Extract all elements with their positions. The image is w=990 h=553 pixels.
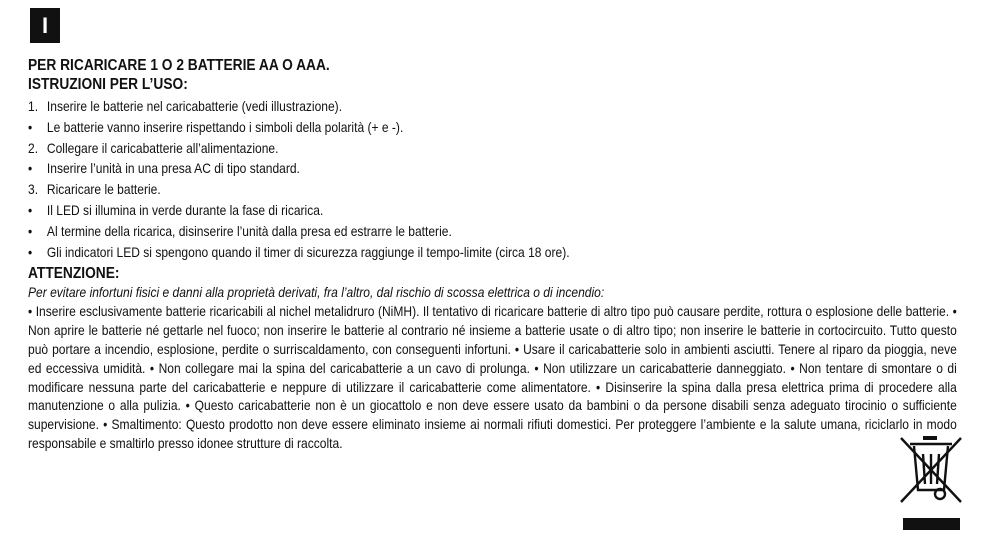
list-marker: • <box>28 243 33 260</box>
list-marker: 1. <box>28 98 39 114</box>
warning-body: • Inserire esclusivamente batterie ricaricabili al nichel metalidruro (NiMH). Il tentativo di ricaricare batterie di altro tipo può causare perdite, rottura o esplosione delle batterie. • Non aprire le batterie né gettarle nel fuoco; non inserire le batterie al contrario né insieme a batterie usate o di altro tipo; non inserire le batterie in cortocircuito. Tutto questo può portare a incendio, esplosione, perdite o surriscaldamento, con conseguenti infortuni. • Usare il caricabatterie solo in ambienti asciutti. Tenere al riparo da pioggia, neve ed eccessiva umidità. • Non collegare mai la spina del caricabatterie a un cavo di prolunga. • Non utilizzare un caricabatterie danneggiato. • Non tentare di smontare o di modificare nessuna parte del caricabatterie e neppure di utilizzare il caricabatterie come alimentatore. • Disinserire la spina dalla presa elettrica prima di procedere alla manutenzione o alla pulizia. • Questo caricabatterie non è un giocattolo e non deve essere usato da bambini o da persone disabili senza adeguato tirocinio o sufficiente supervisione. • Smaltimento: Questo prodotto non deve essere eliminato insieme ai normali rifiuti domestici. Per proteggere l’ambiente e la salute umana, riciclarlo in modo responsabile e smaltirlo presso idonee strutture di raccolta. <box>28 303 957 451</box>
list-marker: • <box>28 201 33 218</box>
list-item <box>28 242 968 263</box>
list-marker: 2. <box>28 139 39 156</box>
instructions-content <box>28 56 968 453</box>
instructions-heading: ISTRUZIONI PER L’USO: <box>28 76 188 93</box>
list-text: Inserire le batterie nel caricabatterie (vedi illustrazione). <box>46 98 343 114</box>
list-marker: 3. <box>28 181 39 198</box>
list-item <box>28 96 968 117</box>
list-text: Le batterie vanno inserire rispettando i simboli della polarità (+ e -). <box>46 118 404 135</box>
list-text: Gli indicatori LED si spengono quando il timer di sicurezza raggiunge il tempo-limite (circa 18 ore). <box>46 243 570 260</box>
list-text: Collegare il caricabatterie all’alimentazione. <box>46 139 279 156</box>
page-title: PER RICARICARE 1 O 2 BATTERIE AA O AAA. <box>28 57 330 74</box>
list-marker: • <box>28 160 33 177</box>
list-text: Il LED si illumina in verde durante la fase di ricarica. <box>46 201 324 218</box>
list-item <box>28 200 968 221</box>
warning-intro: Per evitare infortuni fisici e danni alla proprietà derivati, fra l’altro, dal rischio di scossa elettrica o di incendio: <box>28 284 605 301</box>
list-item <box>28 117 968 138</box>
language-badge: I <box>30 8 60 43</box>
list-text: Inserire l’unità in una presa AC di tipo standard. <box>46 160 300 177</box>
list-item <box>28 158 968 179</box>
list-marker: • <box>28 118 33 135</box>
list-item <box>28 179 968 200</box>
weee-bin-icon <box>895 432 967 532</box>
list-item <box>28 138 968 159</box>
list-marker: • <box>28 222 33 239</box>
steps-list <box>28 96 968 262</box>
condensed-text-block <box>28 56 968 453</box>
bin-outline <box>901 436 961 502</box>
warning-heading: ATTENZIONE: <box>28 265 120 283</box>
list-text: Al termine della ricarica, disinserire l’unità dalla presa ed estrarre le batterie. <box>46 222 452 239</box>
list-text: Ricaricare le batterie. <box>46 181 161 198</box>
list-item <box>28 221 968 242</box>
bin-underbar <box>903 518 960 530</box>
